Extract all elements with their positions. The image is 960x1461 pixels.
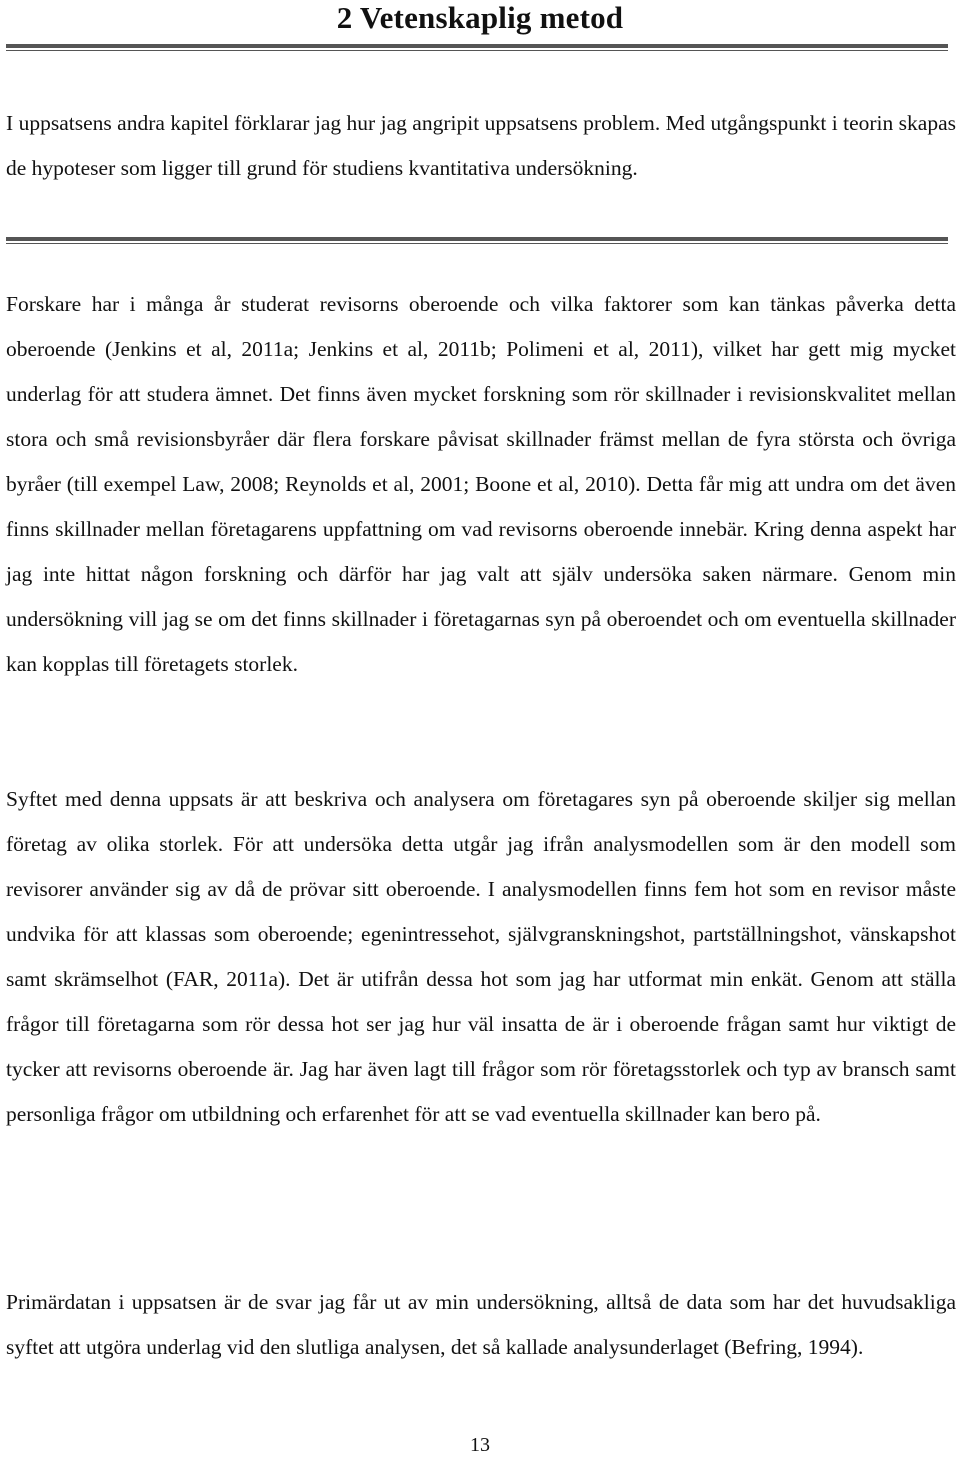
section-rule (6, 237, 948, 245)
body-paragraph: Forskare har i många år studerat revisorns oberoende och vilka faktorer som kan tänkas påverka detta oberoende (Jenkins et al, 2011a; Jenkins et al, 2011b; Polimeni et al, 2011), vilket har gett mig mycket underlag för att studera ämnet. Det finns även mycket forskning som rör skillnader i revisionskvalitet mellan stora och små revisionsbyråer där flera forskare påvisat skillnader främst mellan de fyra största och övriga byråer (till exempel Law, 2008; Reynolds et al, 2001; Boone et al, 2010). Detta får mig att undra om det även finns skillnader mellan företagarens uppfattning om vad revisorns oberoende innebär. Kring denna aspekt har jag inte hittat någon forskning och därför har jag valt att själv undersöka saken närmare. Genom min undersökning vill jag se om det finns skillnader i företagarnas syn på oberoendet och om eventuella skillnader kan kopplas till företagets storlek. (6, 292, 956, 676)
title-rule (6, 44, 948, 52)
intro-paragraph: I uppsatsens andra kapitel förklarar jag hur jag angripit uppsatsens problem. Med utgångspunkt i teorin skapas de hypoteser som ligger till grund för studiens kvantitativa undersökning. (6, 111, 956, 180)
body-paragraph: Syftet med denna uppsats är att beskriva och analysera om företagares syn på oberoende skiljer sig mellan företag av olika storlek. För att undersöka detta utgår jag ifrån analysmodellen som är den modell som revisorer använder sig av då de prövar sitt oberoende. I analysmodellen finns fem hot som en revisor måste undvika för att klassas som oberoende; egenintressehot, självgranskningshot, partställningshot, vänskapshot samt skrämselhot (FAR, 2011a). Det är utifrån dessa hot som jag har utformat min enkät. Genom att ställa frågor till företagarna som rör dessa hot ser jag hur väl insatta de är i oberoende frågan samt hur viktigt de tycker att revisorns oberoende är. Jag har även lagt till frågor som rör företagsstorlek och typ av bransch samt personliga frågor om utbildning och erfarenhet för att se vad eventuella skillnader kan bero på. (6, 787, 956, 1126)
chapter-title: 2 Vetenskaplig metod (336, 0, 624, 35)
body-paragraph: Primärdatan i uppsatsen är de svar jag får ut av min undersökning, alltså de data som har det huvudsakliga syftet att utgöra underlag vid den slutliga analysen, det så kallade analysunderlaget (Befring, 1994). (6, 1290, 956, 1359)
page-number: 13 (470, 1434, 490, 1456)
